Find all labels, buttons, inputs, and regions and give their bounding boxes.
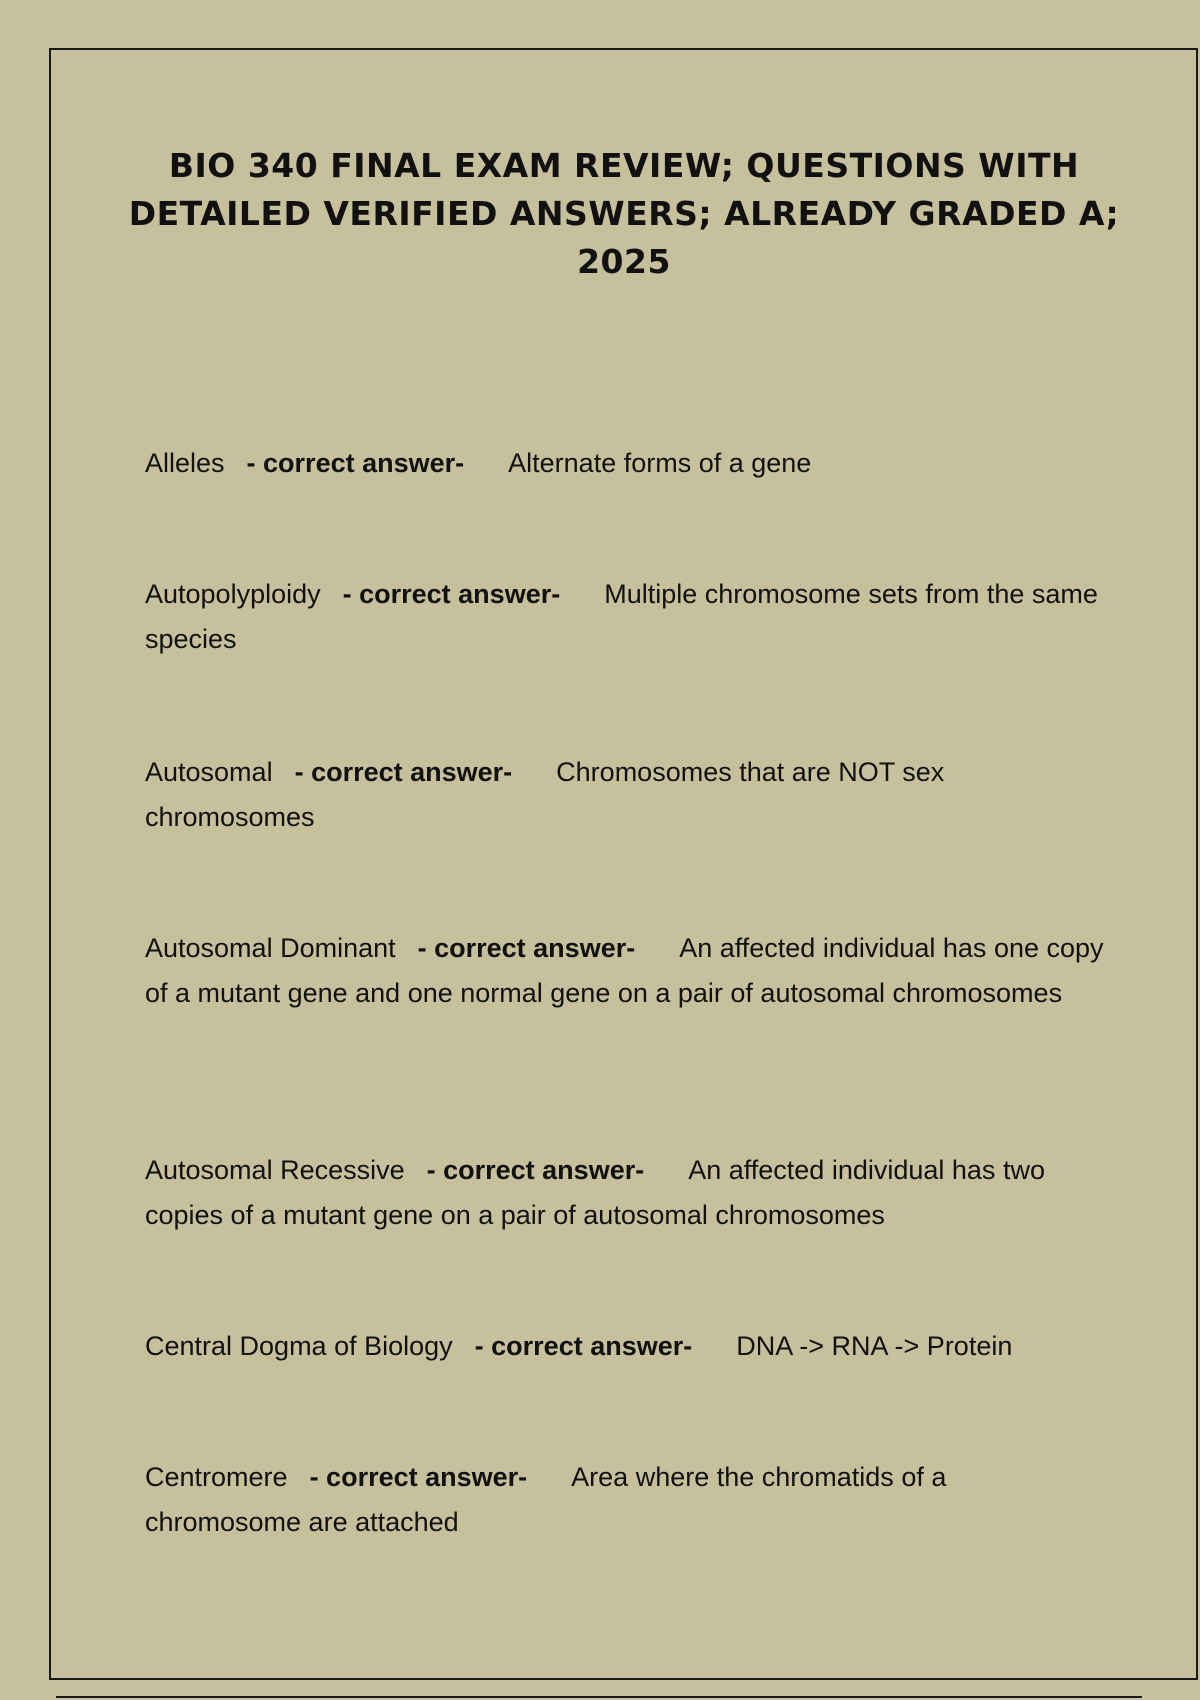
entry-separator: - correct answer- [417,933,636,963]
page-border [49,48,1198,1680]
document-title: BIO 340 FINAL EXAM REVIEW; QUESTIONS WITH DETAILED VERIFIED ANSWERS; ALREADY GRADED A; 2025 [128,146,1120,281]
entry-definition: An affected individual has one copy of a mutant gene and one normal gene on a pair of autosomal chromosomes [145,933,1104,1008]
entry-definition: DNA -> RNA -> Protein [736,1331,1013,1361]
qa-entry-centromere [145,1455,1105,1545]
entry-definition: An affected individual has two copies of a mutant gene on a pair of autosomal chromosomes [145,1155,1045,1230]
entry-term: Autosomal Recessive [145,1155,405,1185]
entry-separator: - correct answer- [342,579,561,609]
entry-term: Central Dogma of Biology [145,1331,453,1361]
entry-term: Centromere [145,1462,288,1492]
qa-entry-alleles [145,441,1105,486]
entry-term: Autopolyploidy [145,579,321,609]
entry-term: Autosomal Dominant [145,933,396,963]
qa-entry-central-dogma [145,1324,1105,1369]
qa-entry-autosomal-dominant [145,926,1105,1016]
entry-definition: Area where the chromatids of a chromosome are attached [145,1462,947,1537]
entry-separator: - correct answer- [294,757,513,787]
qa-entry-autosomal-recessive [145,1148,1105,1238]
qa-entry-autopolyploidy [145,572,1105,662]
entry-definition: Alternate forms of a gene [508,448,812,478]
entry-separator: - correct answer- [309,1462,528,1492]
qa-entry-autosomal [145,750,1105,840]
entry-definition: Chromosomes that are NOT sex chromosomes [145,757,945,832]
entry-separator: - correct answer- [246,448,465,478]
entry-term: Autosomal [145,757,273,787]
entry-term: Alleles [145,448,225,478]
entry-definition: Multiple chromosome sets from the same species [145,579,1098,654]
bottom-divider [56,1696,1142,1698]
entry-separator: - correct answer- [474,1331,693,1361]
entry-separator: - correct answer- [426,1155,645,1185]
